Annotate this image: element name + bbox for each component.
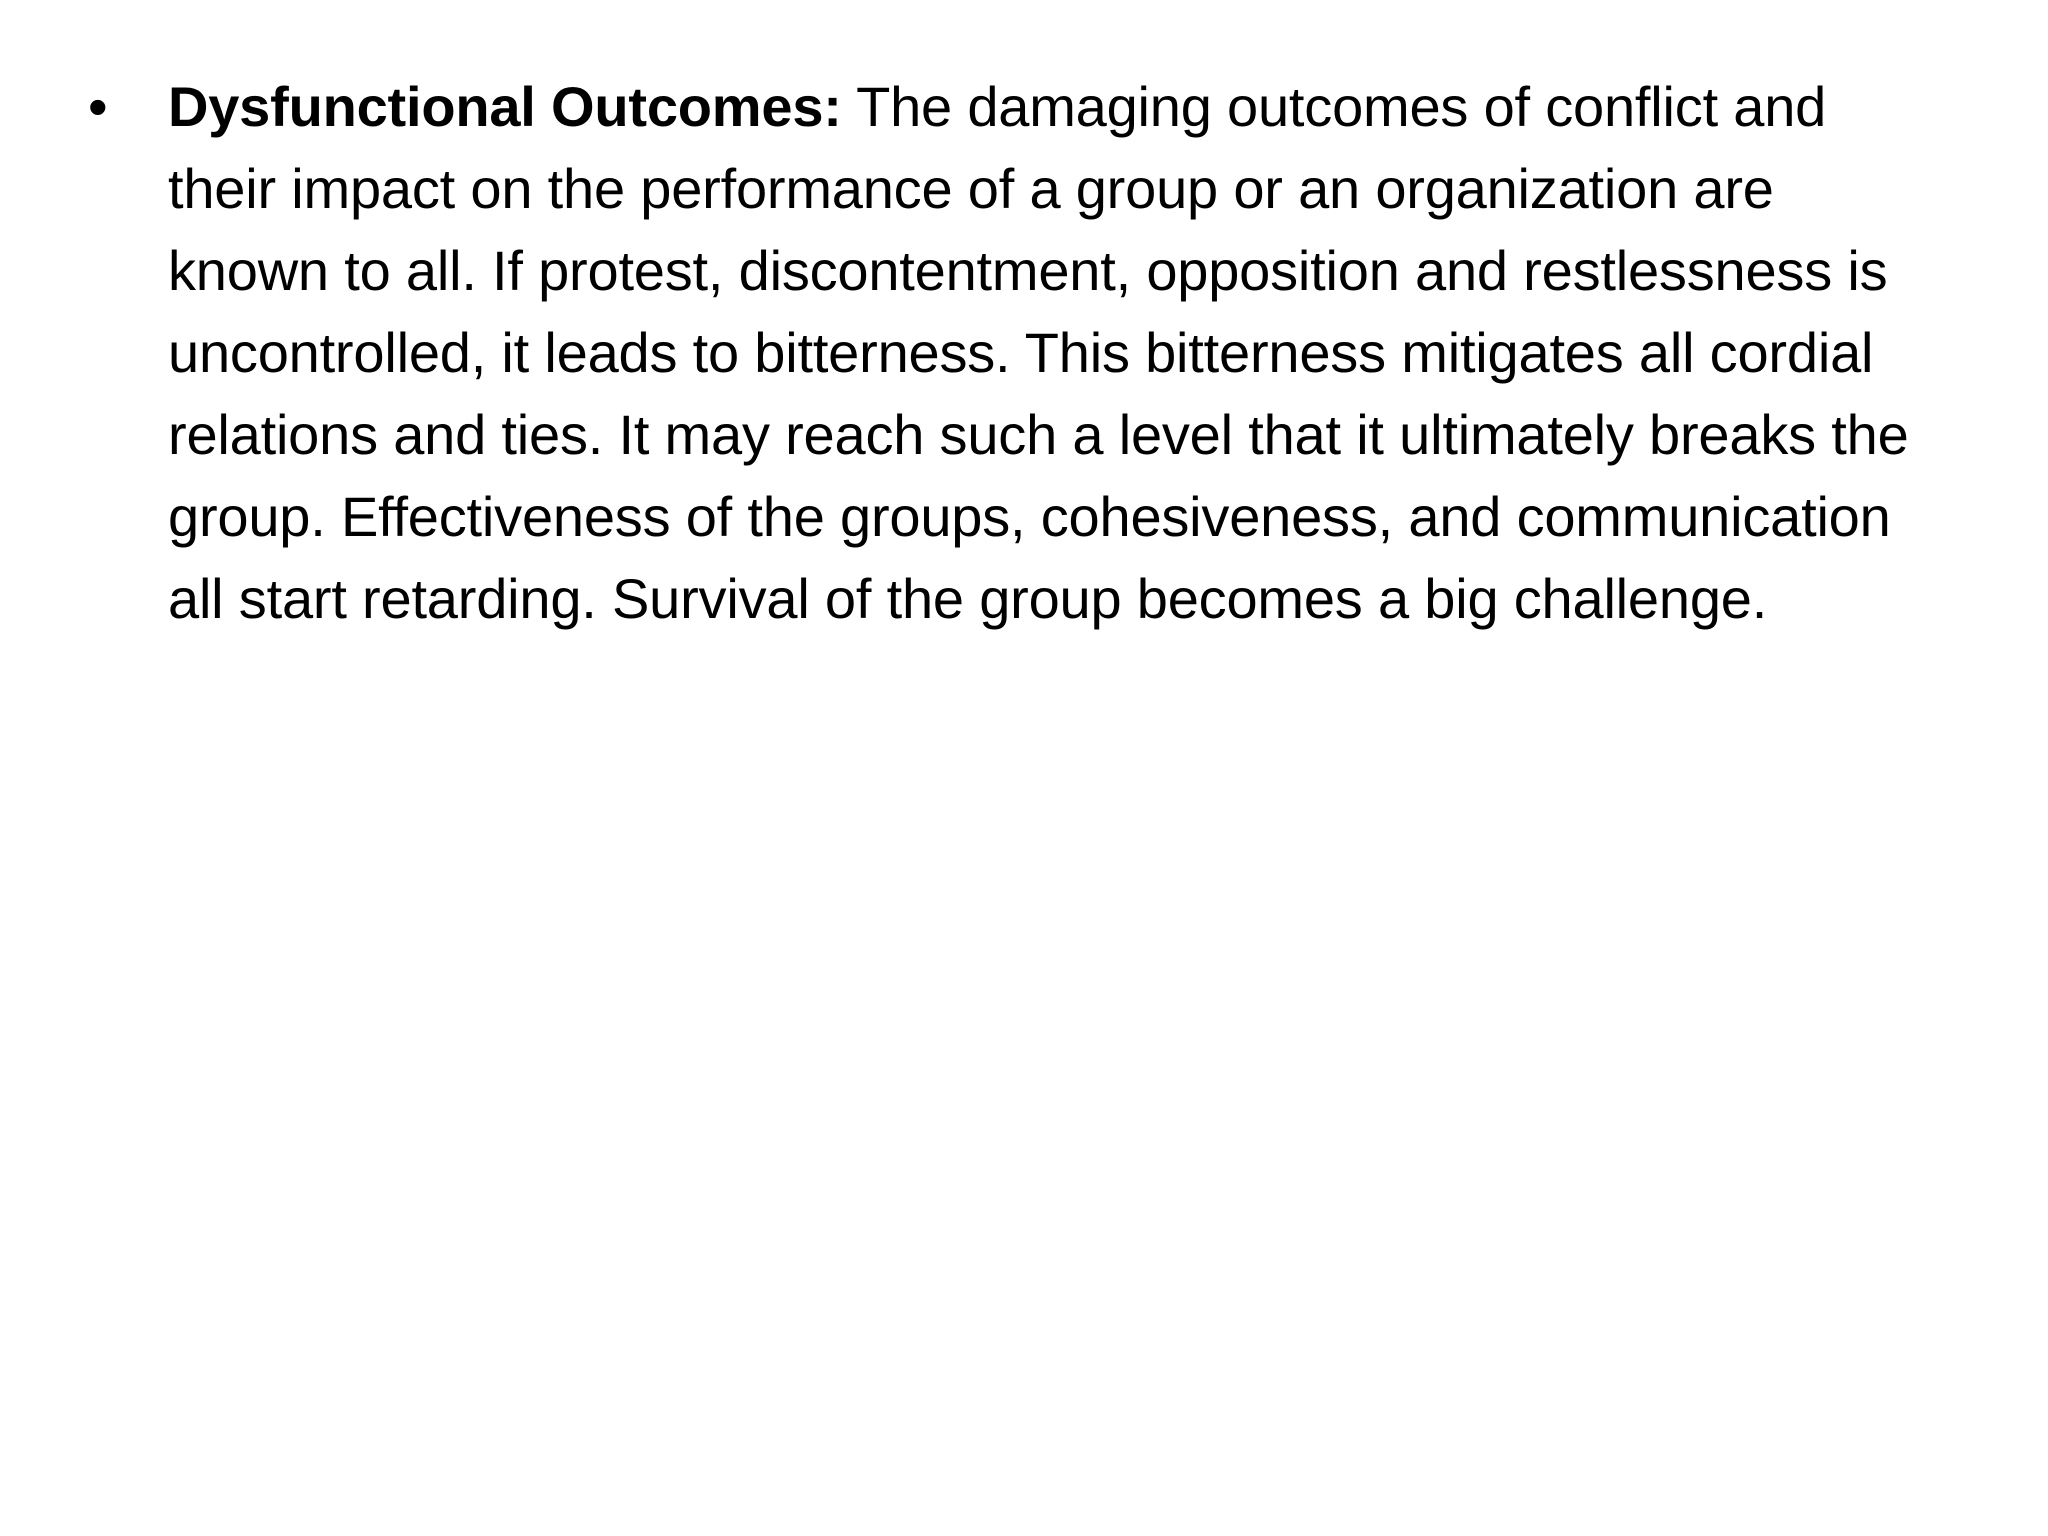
bullet-text — [168, 66, 1938, 640]
list-item — [88, 66, 1938, 640]
bullet-term: Dysfunctional Outcomes: — [168, 75, 842, 138]
bullet-body: The damaging outcomes of conflict and their impact on the performance of a group or an organization are known to all. If protest, discontentment, opposition and restlessness is uncontrolled, it leads to bitterness. This bitterness mitigates all cordial relations and ties. It may reach such a level that it ultimately breaks the group. Effectiveness of the groups, cohesiveness, and communication all start retarding. Survival of the group becomes a big challenge. — [168, 75, 1909, 630]
bullet-icon: • — [88, 75, 108, 138]
bullet-list — [88, 66, 1938, 640]
